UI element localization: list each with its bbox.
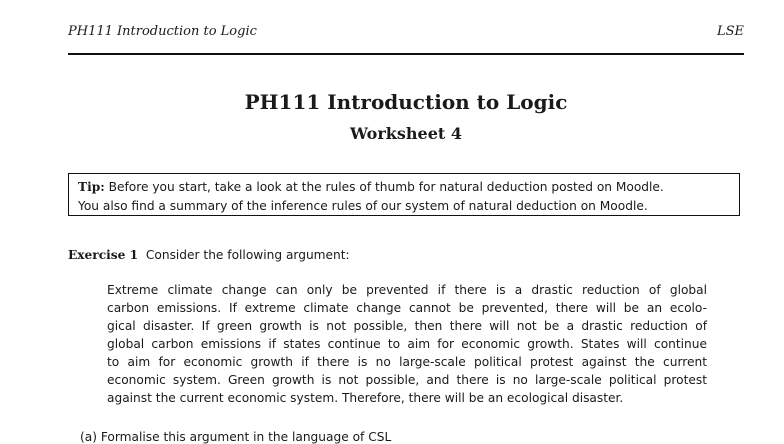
document-subtitle: Worksheet 4 (350, 124, 462, 143)
argument-quote (107, 281, 707, 407)
header-rule (68, 53, 744, 55)
page-header (68, 24, 744, 44)
header-institution: LSE (716, 24, 744, 39)
tip-label: Tip: (78, 180, 105, 194)
argument-line: to aim for economic growth if there is no large-scale political protest against the current (107, 355, 707, 369)
tip-box (68, 173, 740, 216)
exercise-part-a: (a) Formalise this argument in the language of CSL (80, 430, 392, 444)
header-course: PH111 Introduction to Logic (68, 24, 257, 39)
argument-line: Extreme climate change can only be prevented if there is a drastic reduction of global (107, 283, 707, 297)
argument-line: against the current economic system. Therefore, there will be an ecological disaster. (107, 391, 624, 405)
tip-text-2: You also find a summary of the inference rules of our system of natural deduction on Moodle. (78, 199, 648, 213)
argument-line: global carbon emissions if states continue to aim for economic growth. States will continue (107, 337, 707, 351)
document-title: PH111 Introduction to Logic (244, 90, 568, 114)
exercise-label: Exercise 1 (68, 248, 139, 262)
argument-line: carbon emissions. If extreme climate change cannot be prevented, there will be an ecolo- (107, 301, 707, 315)
argument-line: economic system. Green growth is not possible, and there is no large-scale political protest (107, 373, 707, 387)
exercise-heading (68, 248, 350, 262)
argument-line: gical disaster. If green growth is not possible, then there will not be a drastic reduction of (107, 319, 707, 333)
tip-text-1: Before you start, take a look at the rules of thumb for natural deduction posted on Moodle. (108, 180, 664, 194)
exercise-intro: Consider the following argument: (145, 248, 350, 262)
tip-line-1 (78, 178, 730, 197)
